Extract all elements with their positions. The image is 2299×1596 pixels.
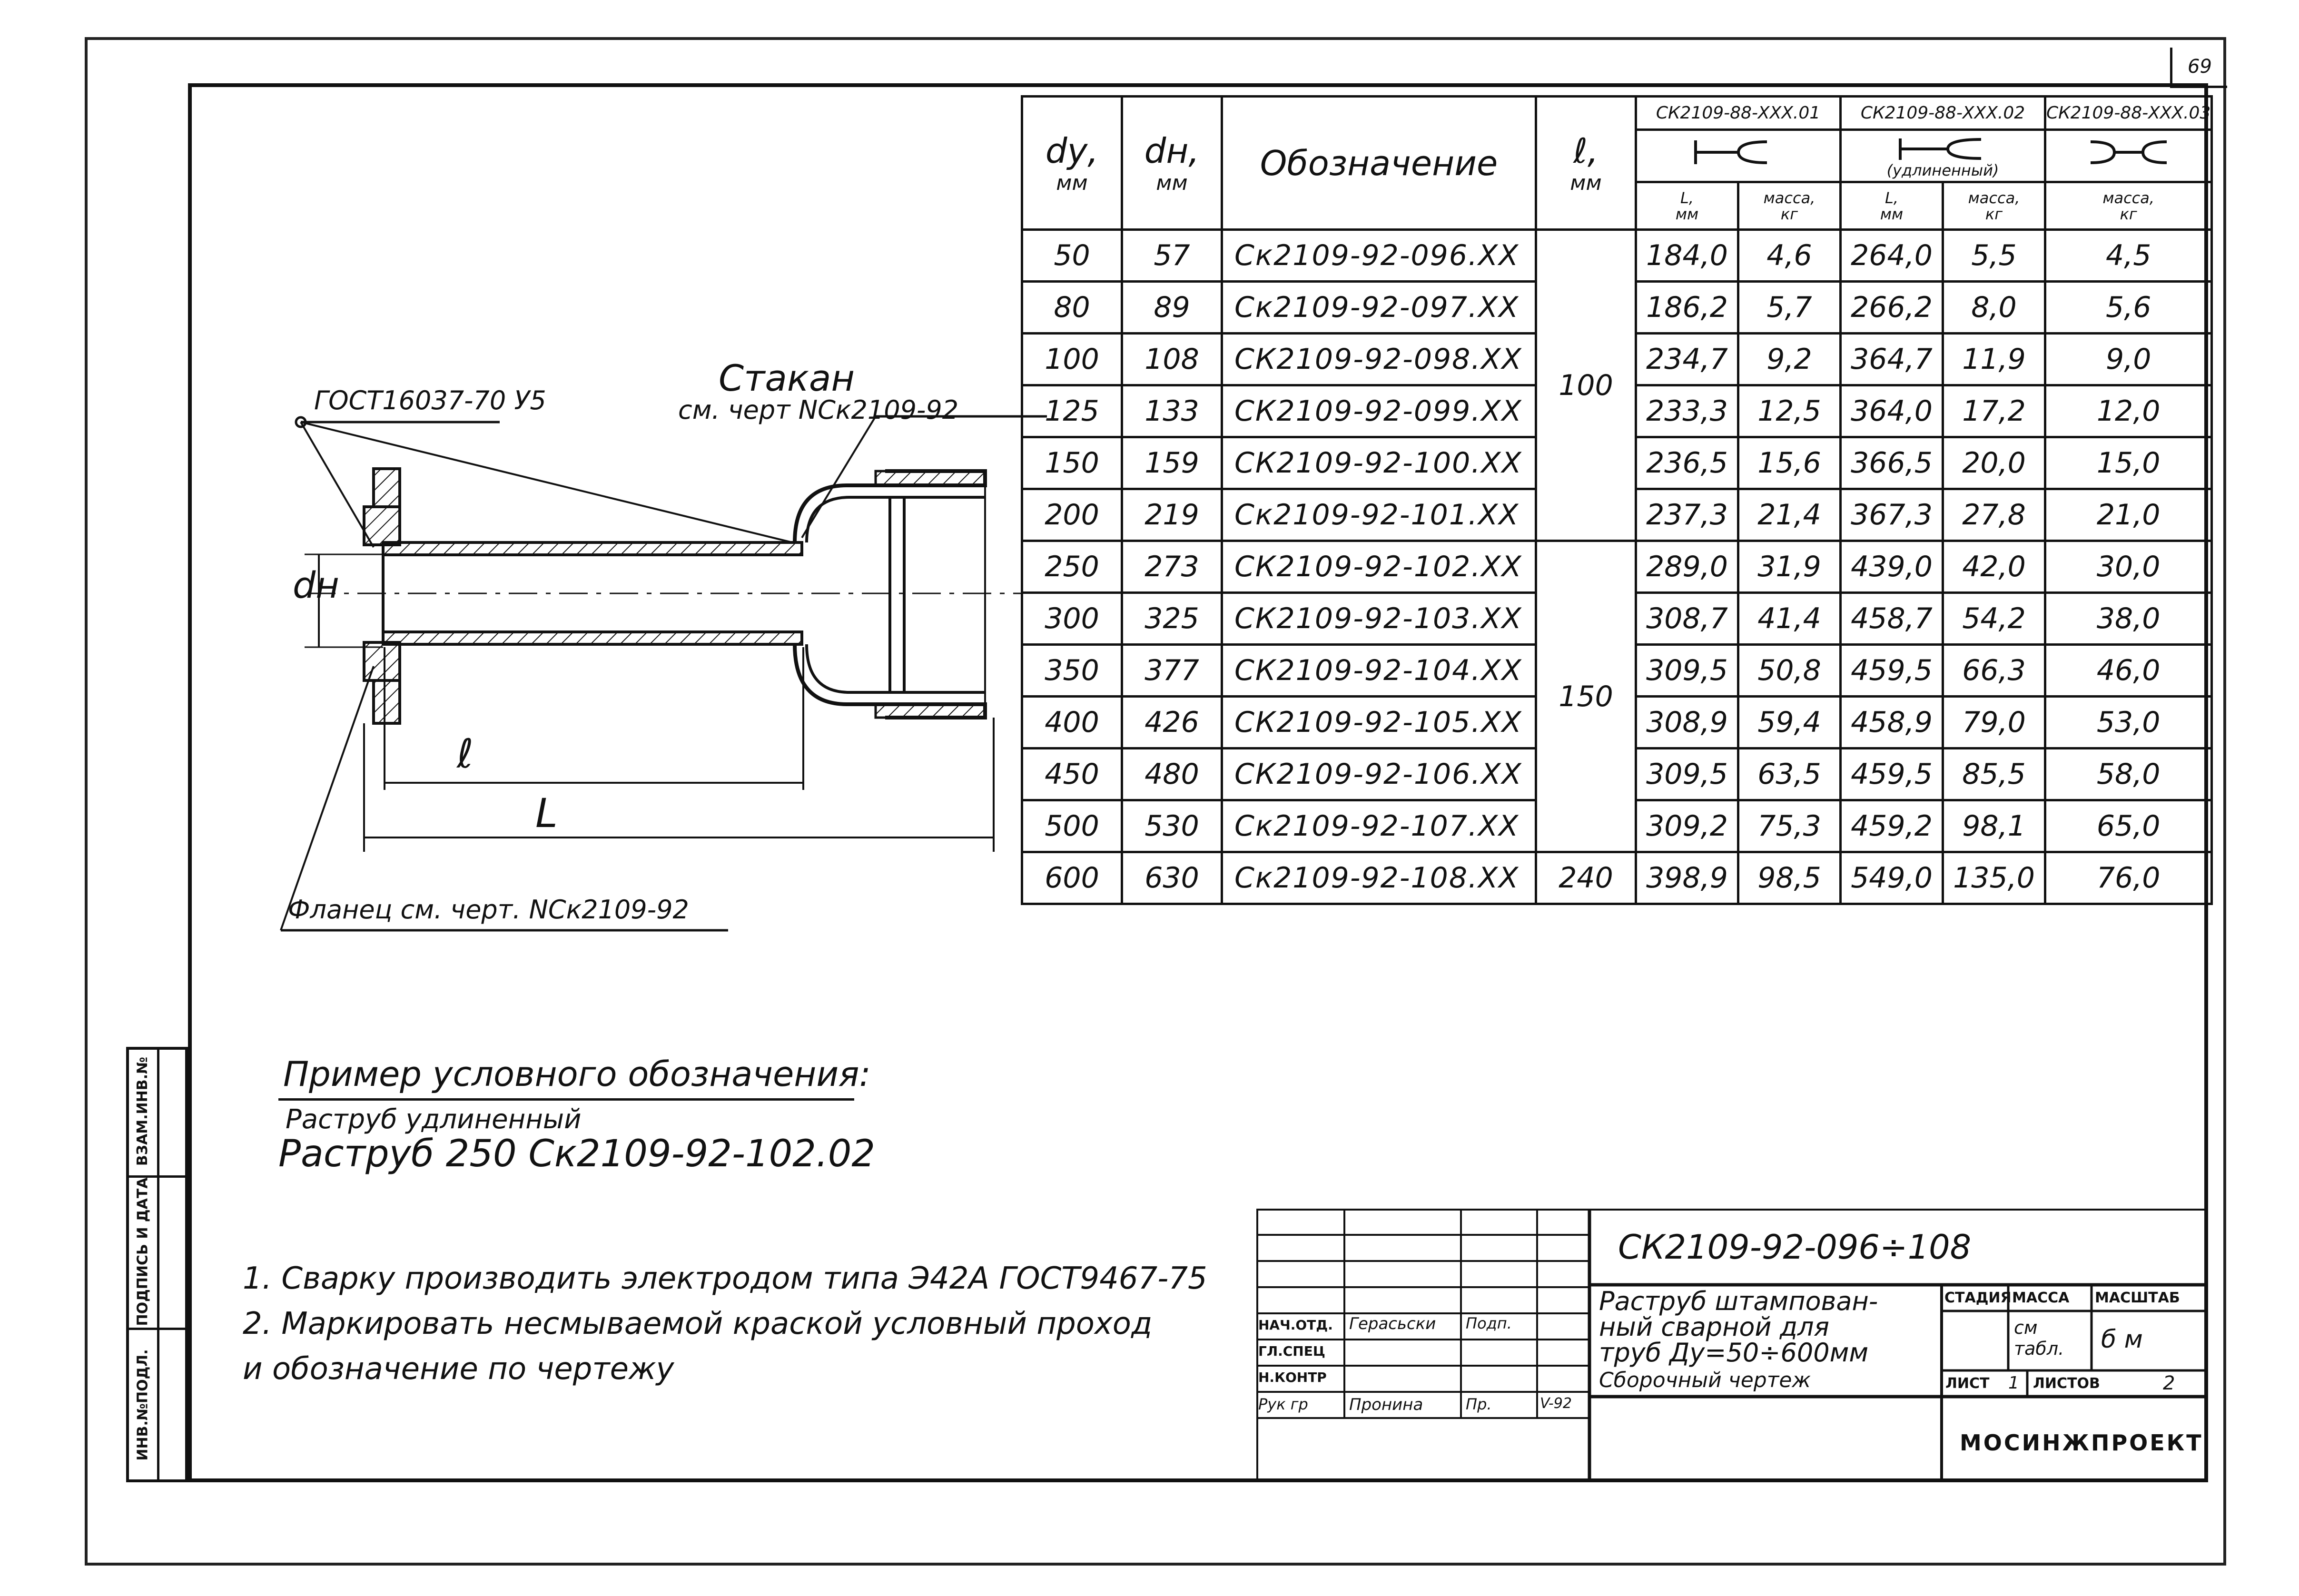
- role-name: Герасьски: [1349, 1314, 1436, 1333]
- sheet-value: 1: [2008, 1373, 2019, 1393]
- dim-L-label: L: [535, 790, 558, 837]
- table-row: 150 159 СК2109-92-100.ХХ 236,5 15,6 366,5 20,0 15,0: [1022, 437, 2212, 489]
- role-label: Н.КОНТР: [1258, 1369, 1327, 1385]
- sub-header-mass3: масса, кг: [2045, 182, 2212, 230]
- col-header-designation: Обозначение: [1222, 97, 1536, 230]
- table-row: 50 57 Ск2109-92-096.ХХ 100 184,0 4,6 264,0 5,5 4,5: [1022, 230, 2212, 282]
- drawing-type: Сборочный чертеж: [1599, 1368, 1811, 1392]
- note-1: 1. Сварку производить электродом типа Э42А ГОСТ9467-75: [243, 1261, 1207, 1296]
- variant2-code: СК2109-88-ХХХ.02: [1841, 97, 2045, 130]
- role-sign: Пр.: [1466, 1395, 1492, 1413]
- variant3-symbol: [2045, 130, 2212, 182]
- table-row: 125 133 СК2109-92-099.ХХ 233,3 12,5 364,0 17,2 12,0: [1022, 385, 2212, 437]
- example-subtitle: Раструб удлиненный: [286, 1104, 582, 1135]
- dim-dn-label: dн: [293, 564, 339, 606]
- table-row: 250 273 СК2109-92-102.ХХ 150 289,0 31,9 439,0 42,0 30,0: [1022, 541, 2212, 593]
- l-group-100: 100: [1536, 230, 1636, 541]
- table-row: 450 480 СК2109-92-106.ХХ 309,5 63,5 459,5 85,5 58,0: [1022, 749, 2212, 800]
- strip-label-replace-inv: ВЗАМ.ИНВ.№: [134, 1056, 151, 1166]
- socket-short-symbol: [1681, 133, 1796, 171]
- example-title: Пример условного обозначения:: [283, 1054, 871, 1094]
- title-block: [1256, 1209, 2208, 1482]
- dim-l-label: ℓ: [457, 730, 474, 777]
- variant1-symbol: [1636, 130, 1841, 182]
- role-sign: Подп.: [1466, 1314, 1512, 1332]
- role-label: Рук гр: [1258, 1395, 1308, 1413]
- col-header-dn: dн, мм: [1122, 97, 1222, 230]
- table-row: 200 219 Ск2109-92-101.ХХ 237,3 21,4 367,3 27,8 21,0: [1022, 489, 2212, 541]
- flange-reference: Фланец см. черт. NСк2109-92: [288, 895, 689, 925]
- role-label: НАЧ.ОТД.: [1258, 1317, 1333, 1333]
- note-2: 2. Маркировать несмываемой краской условный проход: [243, 1306, 1153, 1341]
- sub-header-L2: L, мм: [1841, 182, 1943, 230]
- pipe-wall-bottom: [383, 632, 802, 644]
- cup-title: Стакан: [719, 357, 855, 399]
- variant1-code: СК2109-88-ХХХ.01: [1636, 97, 1841, 130]
- sheet-label: ЛИСТ: [1945, 1375, 1990, 1392]
- role-name: Пронина: [1349, 1395, 1423, 1414]
- organization-name: МОСИНЖПРОЕКТ: [1960, 1430, 2203, 1456]
- sub-header-mass2: масса, кг: [1943, 182, 2045, 230]
- pipe-wall-top: [383, 542, 802, 555]
- socket-long-symbol: [1881, 134, 2005, 162]
- product-name: Раструб штампован- ный сварной для труб Ду=50÷600мм: [1599, 1286, 1878, 1368]
- l-group-150: 150: [1536, 541, 1636, 852]
- l-group-240: 240: [1536, 852, 1636, 904]
- strip-label-signature-date: ПОДПИСЬ И ДАТА: [134, 1177, 151, 1326]
- table-row: 600 630 Ск2109-92-108.ХХ 240 398,9 98,5 549,0 135,0 76,0: [1022, 852, 2212, 904]
- role-date: V-92: [1540, 1395, 1572, 1412]
- sub-header-L1: L, мм: [1636, 182, 1738, 230]
- col-header-l: ℓ, мм: [1536, 97, 1636, 230]
- table-row: 80 89 Ск2109-92-097.ХХ 186,2 5,7 266,2 8,0 5,6: [1022, 282, 2212, 334]
- flange-top-section: [374, 469, 400, 507]
- col-header-dy: dу, мм: [1022, 97, 1122, 230]
- assembly-drawing: [190, 333, 1047, 952]
- example-underline: [278, 1098, 854, 1101]
- strip-label-original-inv: ИНВ.№ПОДЛ.: [134, 1349, 151, 1461]
- spec-table: [1021, 95, 2213, 905]
- role-label: ГЛ.СПЕЦ: [1258, 1343, 1325, 1359]
- flange-bottom-section: [374, 680, 400, 723]
- scale-value: б м: [2101, 1325, 2143, 1354]
- sheets-label: ЛИСТОВ: [2033, 1375, 2100, 1392]
- sheets-value: 2: [2163, 1372, 2175, 1394]
- sub-header-mass1: масса, кг: [1738, 182, 1841, 230]
- table-row: 300 325 СК2109-92-103.ХХ 308,7 41,4 458,7 54,2 38,0: [1022, 593, 2212, 645]
- table-row: 350 377 СК2109-92-104.ХХ 309,5 50,8 459,5 66,3 46,0: [1022, 645, 2212, 697]
- table-row: 100 108 СК2109-92-098.ХХ 234,7 9,2 364,7 11,9 9,0: [1022, 334, 2212, 385]
- mass-label: МАССА: [2012, 1290, 2070, 1306]
- variant2-symbol: (удлиненный): [1841, 130, 2045, 182]
- mass-value: см табл.: [2014, 1317, 2064, 1359]
- drawing-code: СК2109-92-096÷108: [1618, 1228, 1972, 1267]
- table-row: 500 530 Ск2109-92-107.ХХ 309,2 75,3 459,2 98,1 65,0: [1022, 800, 2212, 852]
- page-number: 69: [2170, 48, 2227, 88]
- scale-label: МАСШТАБ: [2095, 1290, 2180, 1306]
- flange-bottom-neck: [364, 642, 400, 680]
- table-row: 400 426 СК2109-92-105.ХХ 308,9 59,4 458,9 79,0 53,0: [1022, 697, 2212, 749]
- note-3: и обозначение по чертежу: [243, 1351, 674, 1387]
- socket-double-symbol: [2081, 133, 2176, 171]
- gost-weld-label: ГОСТ16037-70 У5: [314, 385, 546, 415]
- cup-reference: см. черт NСк2109-92: [678, 395, 959, 425]
- example-designation: Раструб 250 Ск2109-92-102.02: [278, 1133, 875, 1175]
- stage-label: СТАДИЯ: [1944, 1290, 2012, 1306]
- variant3-code: СК2109-88-ХХХ.03: [2045, 97, 2212, 130]
